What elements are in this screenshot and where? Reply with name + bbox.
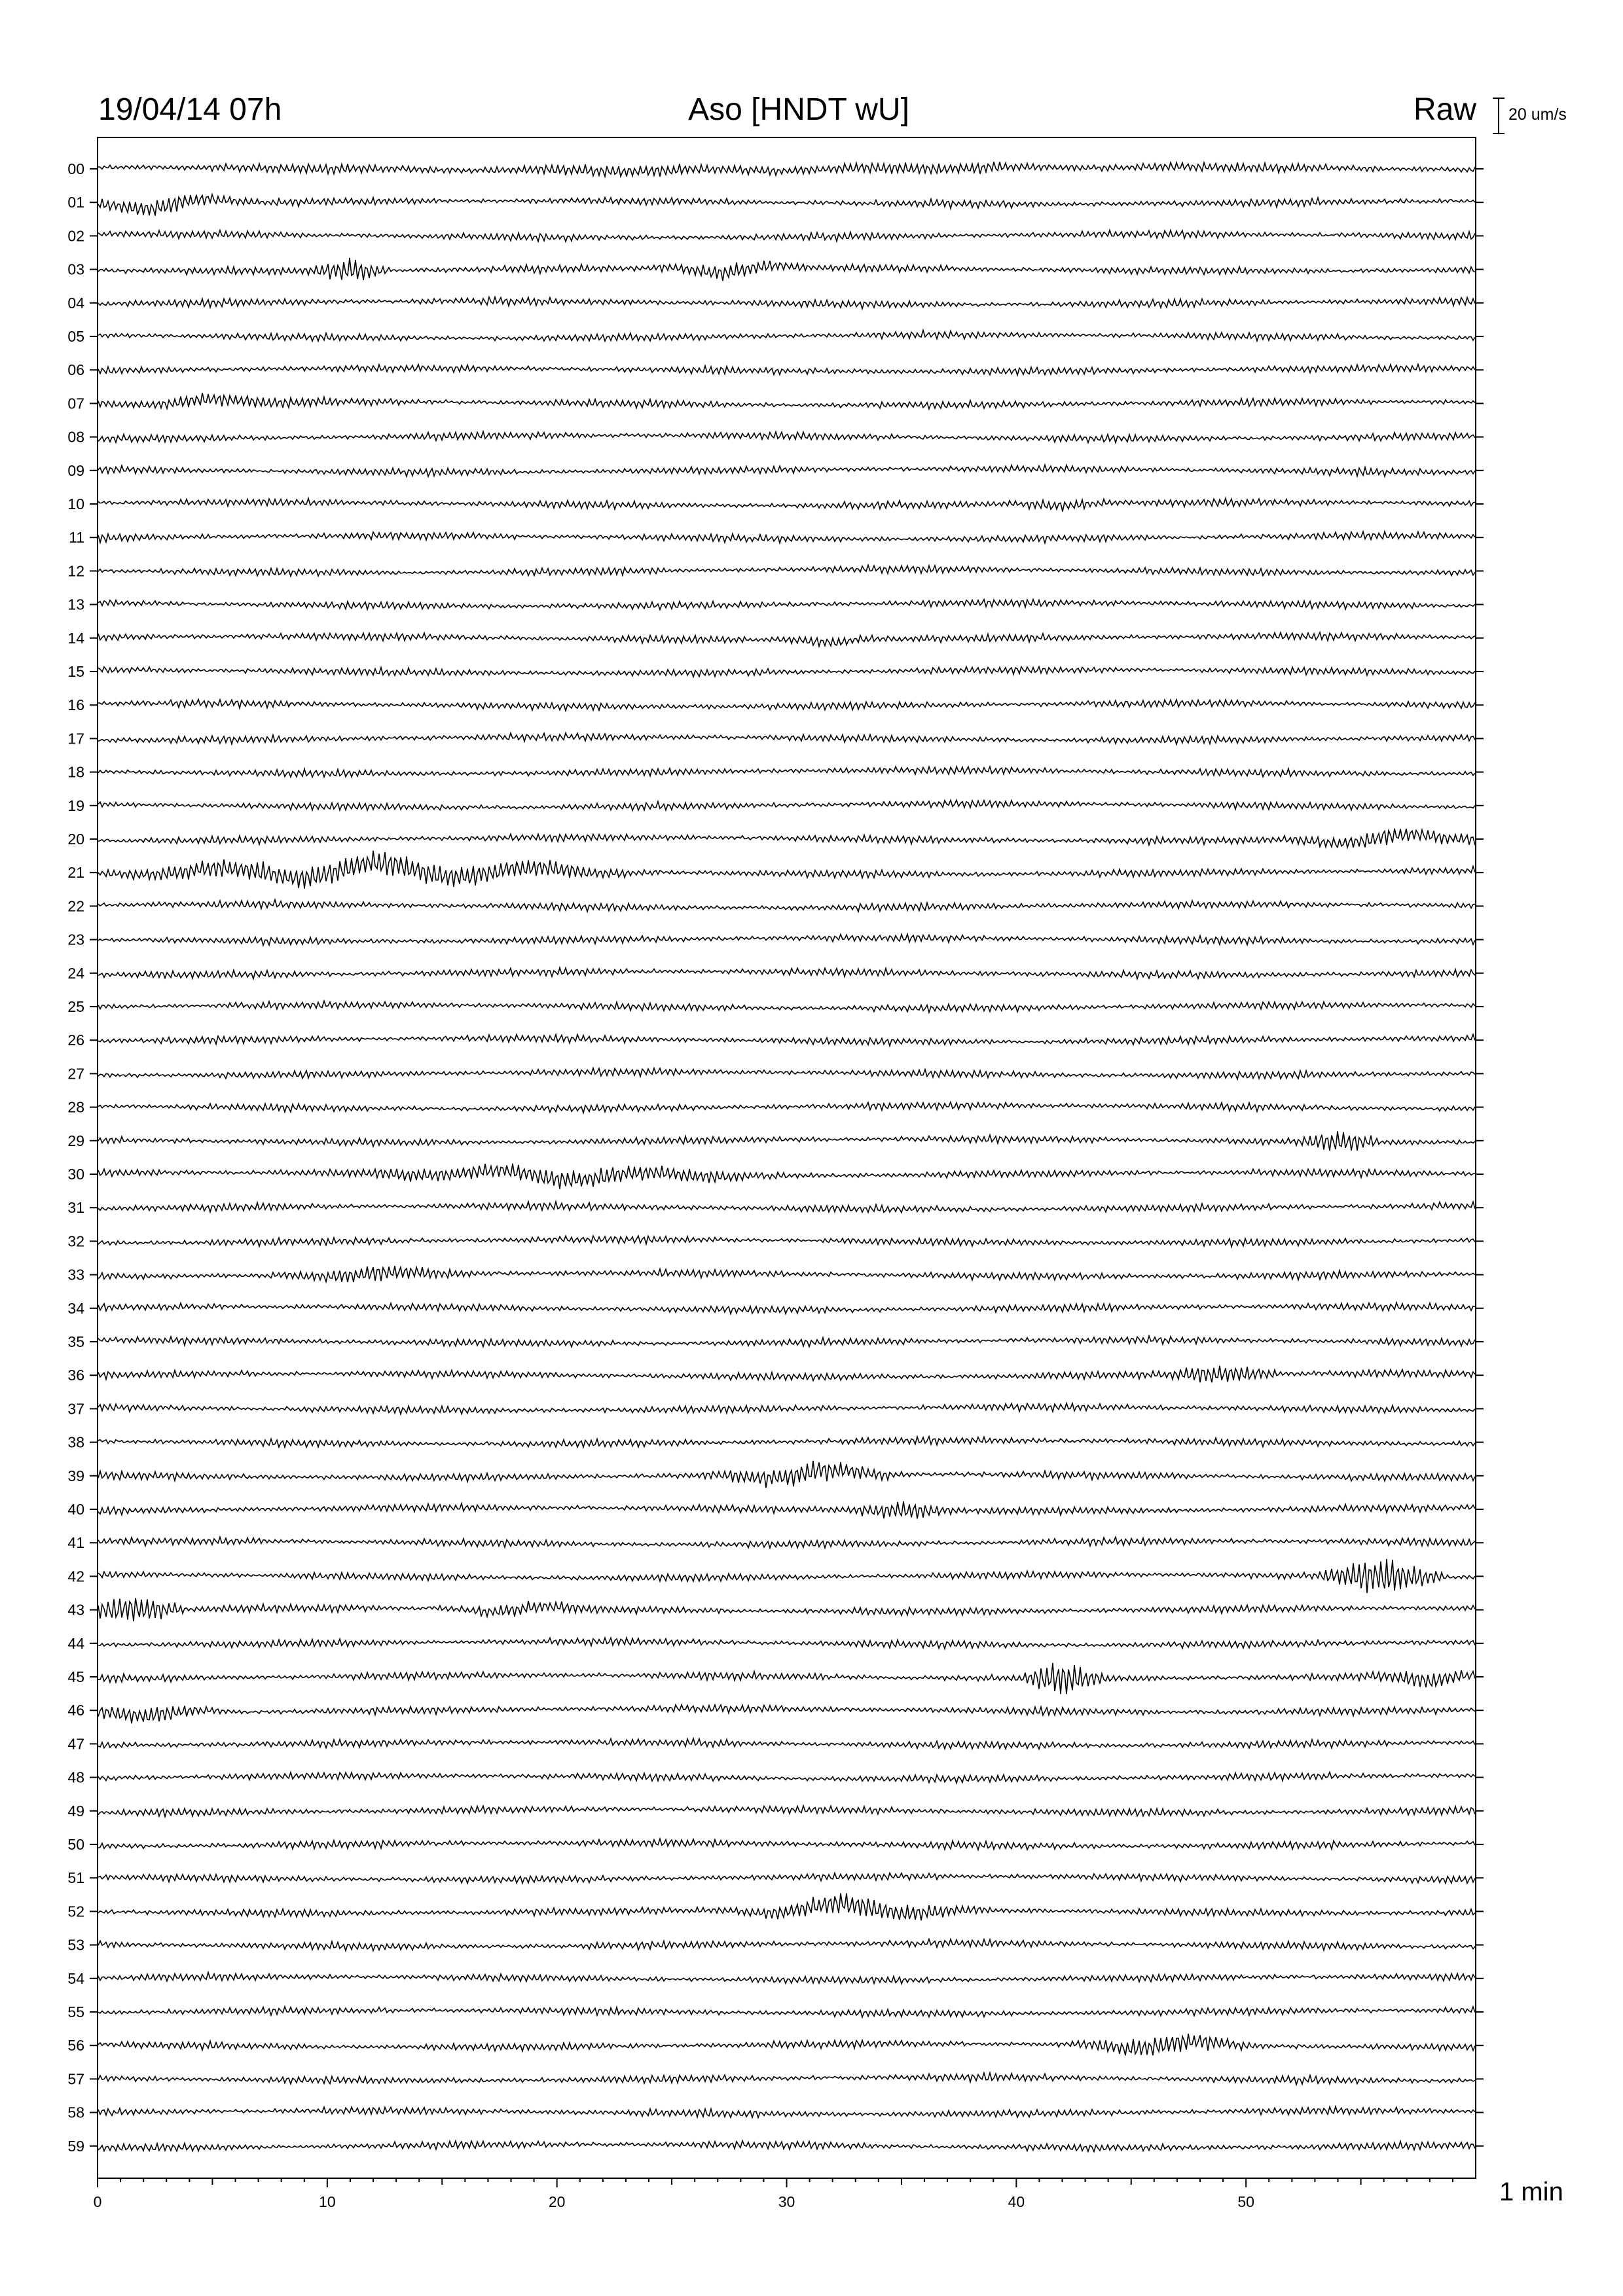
row-label: 10 — [67, 495, 84, 512]
row-label: 27 — [67, 1065, 84, 1083]
trace-row-30 — [98, 1164, 1475, 1189]
trace-row-10 — [98, 498, 1475, 512]
row-label: 46 — [67, 1702, 84, 1719]
trace-row-59 — [98, 2141, 1475, 2152]
row-labels-group — [67, 160, 1484, 2155]
row-label: 35 — [67, 1333, 84, 1350]
trace-row-20 — [98, 829, 1475, 848]
row-label: 59 — [67, 2137, 84, 2155]
trace-row-23 — [98, 934, 1475, 945]
row-label: 45 — [67, 1668, 84, 1685]
trace-row-51 — [98, 1873, 1475, 1884]
row-label: 03 — [67, 260, 84, 278]
trace-row-03 — [98, 258, 1475, 281]
trace-row-24 — [98, 968, 1475, 979]
row-label: 09 — [67, 461, 84, 479]
trace-row-07 — [98, 393, 1475, 409]
trace-row-43 — [98, 1598, 1475, 1621]
row-label: 38 — [67, 1433, 84, 1451]
row-label: 01 — [67, 194, 84, 211]
trace-row-53 — [98, 1939, 1475, 1951]
row-label: 48 — [67, 1768, 84, 1786]
scale-bar-group — [1493, 98, 1504, 134]
row-label: 25 — [67, 998, 84, 1015]
row-label: 16 — [67, 696, 84, 714]
row-label: 26 — [67, 1031, 84, 1049]
scale-bar-label: 20 um/s — [1508, 105, 1567, 124]
trace-row-58 — [98, 2106, 1475, 2117]
trace-row-50 — [98, 1839, 1475, 1850]
row-label: 17 — [67, 730, 84, 747]
row-label: 50 — [67, 1836, 84, 1853]
trace-row-41 — [98, 1537, 1475, 1548]
x-axis-group — [94, 2178, 1453, 2210]
trace-row-04 — [98, 297, 1475, 309]
row-label: 34 — [67, 1299, 84, 1317]
row-label: 04 — [67, 294, 84, 312]
row-label: 43 — [67, 1601, 84, 1619]
row-label: 54 — [67, 1969, 84, 1987]
row-label: 07 — [67, 395, 84, 412]
row-label: 23 — [67, 931, 84, 948]
row-label: 49 — [67, 1802, 84, 1820]
row-label: 30 — [67, 1166, 84, 1183]
trace-row-48 — [98, 1772, 1475, 1784]
trace-row-42 — [98, 1559, 1475, 1593]
x-tick-label: 0 — [93, 2193, 102, 2210]
row-label: 22 — [67, 897, 84, 915]
trace-row-00 — [98, 162, 1475, 176]
trace-row-18 — [98, 766, 1475, 777]
x-axis-label: 1 min — [1499, 2178, 1563, 2206]
trace-row-47 — [98, 1738, 1475, 1749]
row-label: 19 — [67, 797, 84, 814]
trace-row-12 — [98, 565, 1475, 576]
trace-row-52 — [98, 1893, 1475, 1921]
row-label: 47 — [67, 1735, 84, 1753]
row-label: 20 — [67, 831, 84, 848]
trace-row-05 — [98, 331, 1475, 342]
row-label: 39 — [67, 1467, 84, 1484]
trace-row-35 — [98, 1336, 1475, 1347]
station-title: Aso [HNDT wU] — [688, 92, 909, 127]
trace-row-57 — [98, 2073, 1475, 2085]
row-label: 58 — [67, 2104, 84, 2121]
row-label: 41 — [67, 1534, 84, 1552]
row-label: 28 — [67, 1098, 84, 1116]
row-label: 36 — [67, 1367, 84, 1384]
trace-row-06 — [98, 365, 1475, 376]
trace-row-25 — [98, 1001, 1475, 1012]
x-tick-label: 50 — [1237, 2193, 1254, 2210]
row-label: 15 — [67, 663, 84, 680]
row-label: 24 — [67, 964, 84, 982]
row-label: 52 — [67, 1903, 84, 1920]
x-tick-label: 40 — [1008, 2193, 1025, 2210]
row-label: 57 — [67, 2070, 84, 2088]
row-label: 11 — [69, 529, 84, 547]
row-label: 53 — [67, 1936, 84, 1954]
row-label: 29 — [67, 1132, 84, 1149]
trace-row-49 — [98, 1806, 1475, 1817]
trace-row-11 — [98, 531, 1475, 543]
plot-frame — [98, 137, 1476, 2178]
trace-row-54 — [98, 1973, 1475, 1984]
trace-row-44 — [98, 1638, 1475, 1649]
row-label: 37 — [67, 1400, 84, 1418]
row-label: 32 — [67, 1232, 84, 1250]
row-label: 00 — [67, 160, 84, 177]
trace-row-33 — [98, 1266, 1475, 1282]
trace-row-08 — [98, 431, 1475, 442]
trace-row-27 — [98, 1068, 1475, 1079]
row-label: 51 — [67, 1869, 84, 1887]
trace-row-29 — [98, 1131, 1475, 1151]
row-label: 06 — [67, 361, 84, 379]
trace-row-40 — [98, 1501, 1475, 1519]
plot-frame-group — [98, 137, 1476, 2178]
row-label: 14 — [67, 629, 84, 647]
row-label: 42 — [67, 1568, 84, 1585]
trace-row-14 — [98, 632, 1475, 646]
row-label: 44 — [67, 1634, 84, 1652]
x-tick-label: 20 — [548, 2193, 566, 2210]
row-label: 40 — [67, 1501, 84, 1518]
trace-row-16 — [98, 699, 1475, 711]
x-tick-label: 10 — [319, 2193, 336, 2210]
trace-row-15 — [98, 667, 1475, 677]
trace-row-46 — [98, 1705, 1475, 1724]
row-label: 56 — [67, 2037, 84, 2054]
row-label: 08 — [67, 428, 84, 446]
trace-row-38 — [98, 1437, 1475, 1448]
row-label: 12 — [67, 562, 84, 580]
trace-row-02 — [98, 230, 1475, 242]
trace-row-13 — [98, 600, 1475, 610]
date-hour-label: 19/04/14 07h — [98, 92, 282, 127]
trace-row-32 — [98, 1236, 1475, 1247]
trace-row-22 — [98, 900, 1475, 912]
row-label: 21 — [67, 864, 84, 882]
row-label: 31 — [67, 1199, 84, 1217]
trace-row-34 — [98, 1302, 1475, 1314]
trace-row-26 — [98, 1034, 1475, 1046]
mode-label: Raw — [1413, 92, 1476, 127]
trace-row-01 — [98, 194, 1475, 216]
row-label: 55 — [67, 2003, 84, 2020]
trace-row-56 — [98, 2034, 1475, 2055]
trace-row-17 — [98, 733, 1475, 745]
trace-row-21 — [98, 851, 1475, 889]
trace-row-31 — [98, 1202, 1475, 1213]
row-label: 13 — [67, 596, 84, 613]
row-label: 05 — [67, 328, 84, 345]
traces-group — [98, 162, 1475, 2151]
row-label: 02 — [67, 227, 84, 245]
row-label: 33 — [67, 1266, 84, 1283]
trace-row-09 — [98, 465, 1475, 476]
trace-row-36 — [98, 1366, 1475, 1382]
x-tick-label: 30 — [778, 2193, 795, 2210]
trace-row-28 — [98, 1102, 1475, 1113]
trace-row-45 — [98, 1663, 1475, 1695]
row-label: 18 — [67, 763, 84, 781]
trace-row-39 — [98, 1461, 1475, 1488]
trace-row-19 — [98, 800, 1475, 810]
trace-row-37 — [98, 1403, 1475, 1414]
trace-row-55 — [98, 2007, 1475, 2017]
